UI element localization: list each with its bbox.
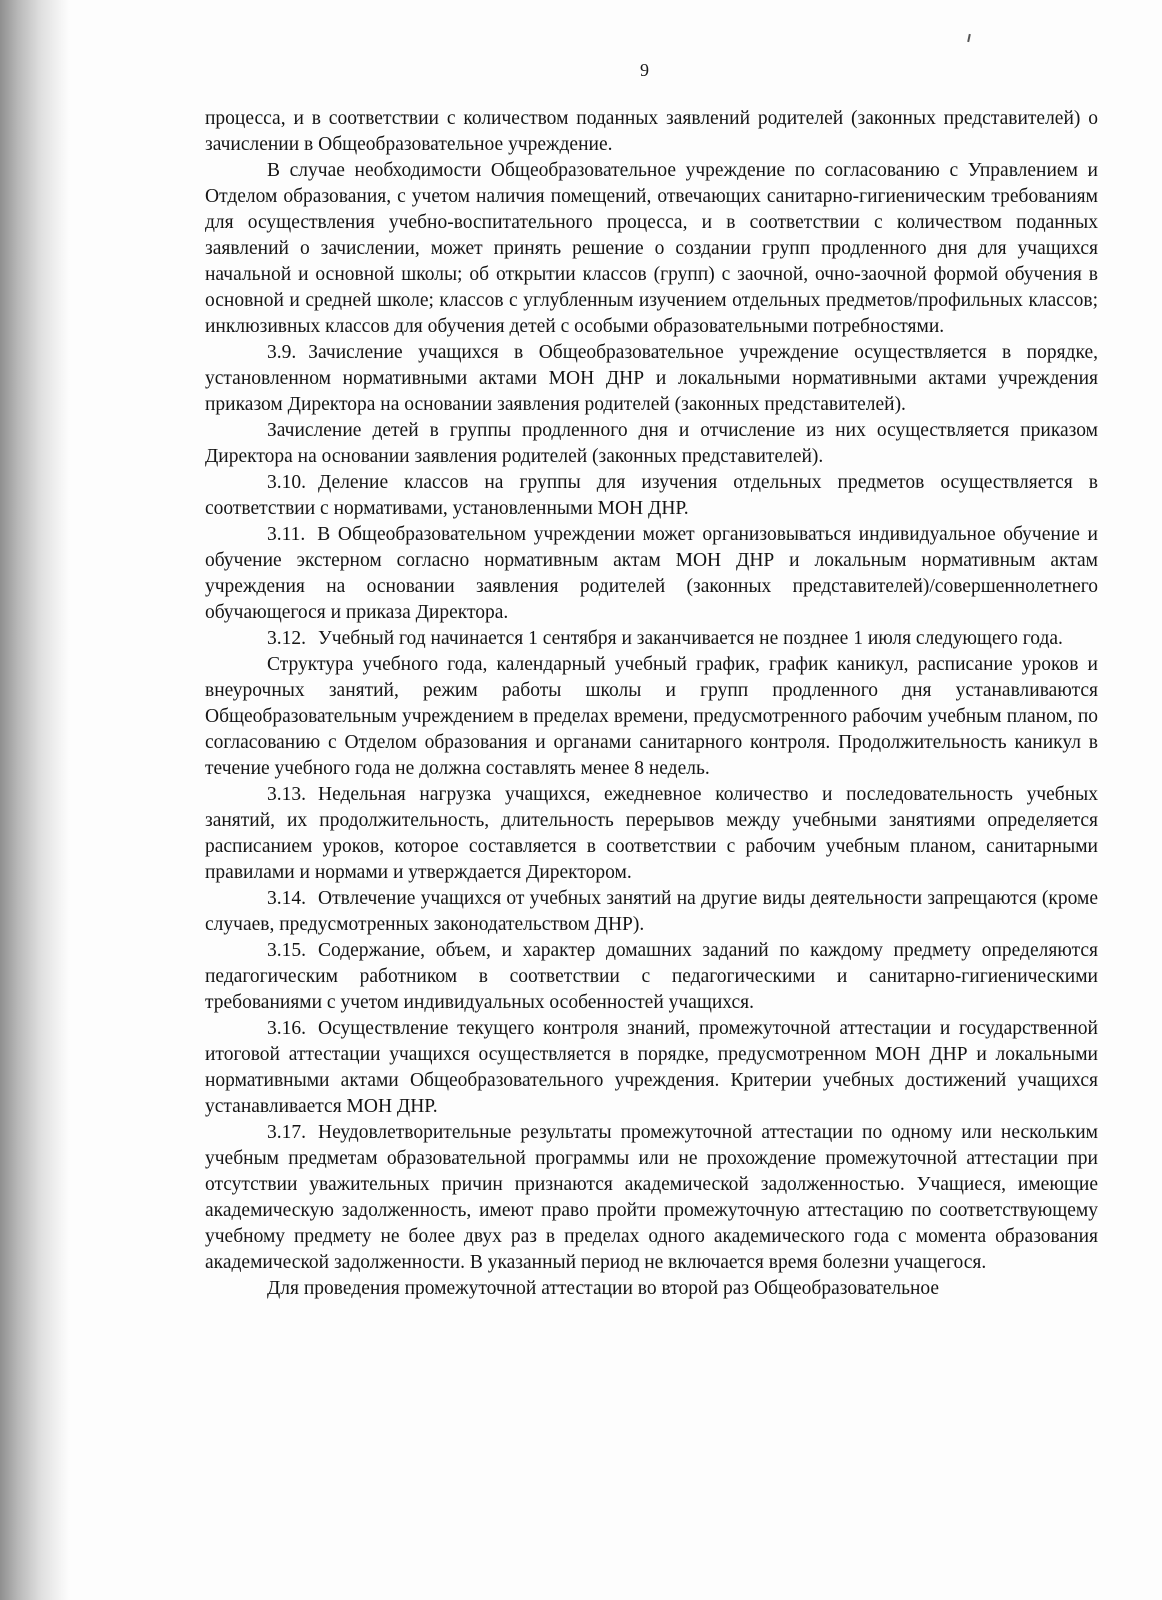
page-number: 9: [640, 60, 649, 80]
paragraph: [205, 106, 1098, 158]
paragraph-text: Осуществление текущего контроля знаний, промежуточной аттестации и государственной итоговой аттестации учащихся осуществляется в порядке, предусмотренном МОН ДНР и локальными нормативными актами Общеобразовательного учреждения. Критерии учебных достижений учащихся устанавливается МОН ДНР.: [205, 1018, 1098, 1117]
paragraph-text: Зачисление детей в группы продленного дня и отчисление из них осуществляется приказом Директора на основании заявления родителей (законных представителей).: [205, 420, 1098, 467]
paragraph: [205, 158, 1098, 340]
numbered-paragraph: [205, 470, 1098, 522]
paragraph-text: процесса, и в соответствии с количеством поданных заявлений родителей (законных представителей) о зачислении в Общеобразовательное учреждение.: [205, 108, 1098, 155]
numbered-paragraph: [205, 522, 1098, 626]
paragraph-text: Недельная нагрузка учащихся, ежедневное количество и последовательность учебных занятий, их продолжительность, длительность перерывов между учебными занятиями определяется расписанием уроков, которое составляется в соответствии с рабочим учебным планом, санитарными правилами и нормами и утверждается Директором.: [205, 784, 1098, 883]
paragraph-text: Содержание, объем, и характер домашних заданий по каждому предмету определяются педагогическим работником в соответствии с педагогическими и санитарно-гигиеническими требованиями с учетом индивидуальных особенностей учащихся.: [205, 940, 1098, 1013]
paragraph-text: Структура учебного года, календарный учебный график, график каникул, расписание уроков и внеурочных занятий, режим работы школы и групп продленного дня устанавливаются Общеобразовательным учреждением в пределах времени, предусмотренного рабочим учебным планом, по согласованию с Отделом образования и органами санитарного контроля. Продолжительность каникул в течение учебного года не должна составлять менее 8 недель.: [205, 654, 1098, 779]
paragraph-text: В Общеобразовательном учреждении может организовываться индивидуальное обучение и обучение экстерном согласно нормативным актам МОН ДНР и локальным нормативным актам учреждения на основании заявления родителей (законных представителей)/совершеннолетнего обучающегося и приказа Директора.: [205, 524, 1098, 623]
paragraph: [205, 652, 1098, 782]
scan-speck: [967, 34, 971, 42]
numbered-paragraph: [205, 938, 1098, 1016]
clause-number: 3.11.: [267, 524, 306, 545]
paragraph-text: Зачисление учащихся в Общеобразовательное учреждение осуществляется в порядке, установленном нормативными актами МОН ДНР и локальными нормативными актами учреждения приказом Директора на основании заявления родителей (законных представителей).: [205, 342, 1098, 415]
numbered-paragraph: [205, 340, 1098, 418]
clause-number: 3.13.: [267, 784, 306, 805]
numbered-paragraph: [205, 1120, 1098, 1276]
clause-number: 3.15.: [267, 940, 306, 961]
clause-number: 3.17.: [267, 1122, 306, 1143]
paragraph-text: В случае необходимости Общеобразовательное учреждение по согласованию с Управлением и Отделом образования, с учетом наличия помещений, отвечающих санитарно-гигиеническим требованиям для осуществления учебно-воспитательного процесса, и в соответствии с количеством поданных заявлений о зачислении, может принять решение о создании групп продленного дня для учащихся начальной и основной школы; об открытии классов (групп) с заочной, очно-заочной формой обучения в основной и средней школе; классов с углубленным изучением отдельных предметов/профильных классов; инклюзивных классов для обучения детей с особыми образовательными потребностями.: [205, 160, 1098, 337]
clause-number: 3.16.: [267, 1018, 306, 1039]
scan-shadow-edge: [0, 0, 70, 1600]
numbered-paragraph: [205, 886, 1098, 938]
paragraph-text: Деление классов на группы для изучения отдельных предметов осуществляется в соответствии с нормативами, установленными МОН ДНР.: [205, 472, 1098, 519]
numbered-paragraph: [205, 1016, 1098, 1120]
document-body: [205, 106, 1098, 1302]
paragraph: [205, 418, 1098, 470]
paragraph-text: Учебный год начинается 1 сентября и заканчивается не позднее 1 июля следующего года.: [318, 628, 1063, 649]
clause-number: 3.14.: [267, 888, 306, 909]
paragraph-text: Для проведения промежуточной аттестации во второй раз Общеобразовательное: [267, 1278, 940, 1299]
paragraph-text: Отвлечение учащихся от учебных занятий на другие виды деятельности запрещаются (кроме случаев, предусмотренных законодательством ДНР).: [205, 888, 1098, 935]
paragraph-text: Неудовлетворительные результаты промежуточной аттестации по одному или нескольким учебным предметам образовательной программы или не прохождение промежуточной аттестации при отсутствии уважительных причин признаются академической задолженностью. Учащиеся, имеющие академическую задолженность, имеют право пройти промежуточную аттестацию по соответствующему учебному предмету не более двух раз в пределах одного академического года с момента образования академической задолженности. В указанный период не включается время болезни учащегося.: [205, 1122, 1098, 1273]
clause-number: 3.12.: [267, 628, 306, 649]
clause-number: 3.10.: [267, 472, 306, 493]
numbered-paragraph: [205, 626, 1098, 652]
numbered-paragraph: [205, 782, 1098, 886]
paragraph: [205, 1276, 1098, 1302]
clause-number: 3.9.: [267, 342, 297, 363]
